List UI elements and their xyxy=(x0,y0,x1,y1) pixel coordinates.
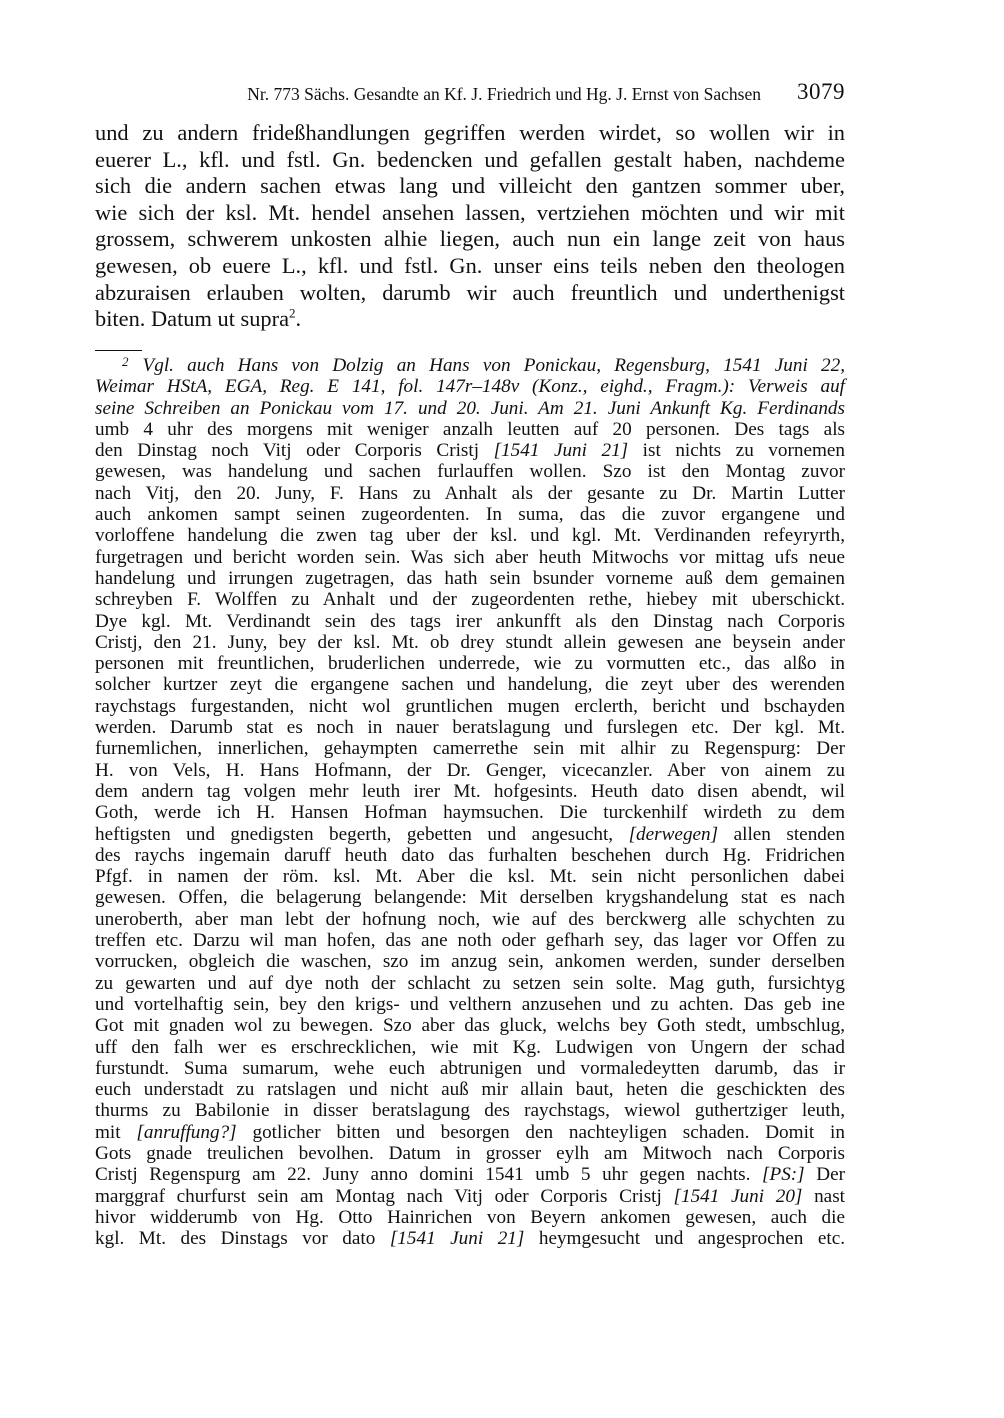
footnote-line: furnemlichen, innerlichen, gehaympten camerrethe sein mit alhir zu Regenspurg: Der xyxy=(95,738,845,760)
footnote-line: umb 4 uhr des morgens mit weniger anzalh leutten auf 20 personen. Des tags als xyxy=(95,418,845,440)
footnote-line: nach Vitj, den 20. Juny, F. Hans zu Anhalt als der gesante zu Dr. Martin Lutter xyxy=(95,482,845,504)
footnote-line: auch ankomen sampt seinen zugeordenten. In suma, das die zuvor ergangene und xyxy=(95,504,845,526)
footnote-text: den Dinstag noch Vitj oder Corporis Cristj xyxy=(95,440,494,462)
footnote-line xyxy=(95,824,845,845)
footnote-line xyxy=(95,355,845,376)
footnote-text: gotlicher bitten und besorgen den nachteyligen schaden. Domit in xyxy=(236,1121,845,1143)
running-header xyxy=(95,81,845,107)
footnote-text: ist nichts zu vornemen xyxy=(628,440,846,462)
footnote-line: Weimar HStA, EGA, Reg. E 141, fol. 147r–148v (Konz., eighd., Fragm.): Verweis auf xyxy=(95,376,845,398)
footnote-editorial-date: [1541 Juni 20] xyxy=(673,1185,803,1207)
text-line: abzuraisen erlauben wolten, darumb wir auch freuntlich und underthenigst xyxy=(95,279,845,305)
footnote-line: des raychs ingemain daruff heuth dato das furhalten beschehen durch Hg. Fridrichen xyxy=(95,844,845,866)
footnote-line: Pfgf. in namen der röm. ksl. Mt. Aber die ksl. Mt. sein nicht personlichen dabei xyxy=(95,866,845,888)
footnote-text: Cristj Regenspurg am 22. Juny anno domini 1541 umb 5 uhr gegen nachts. xyxy=(95,1164,763,1186)
footnote-editorial-date: [1541 Juni 21] xyxy=(493,440,629,462)
footnote-line: Dye kgl. Mt. Verdinandt sein des tags irer ankunfft als den Dinstag nach Corporis xyxy=(95,610,845,632)
footnote-line: vorloffene handelung die zwen tag uber der ksl. und kgl. Mt. Verdinanden refeyryrth, xyxy=(95,525,845,547)
footnote-line: uneroberth, aber man lebt der hofnung noch, wie auf des berckwerg alle schychten zu xyxy=(95,908,845,930)
footnote-text: nast xyxy=(802,1185,845,1207)
text-line: grossem, schwerem unkosten alhie liegen, auch nun ein lange zeit von haus xyxy=(95,226,845,252)
text-line-content: biten. Datum ut supra xyxy=(95,306,290,332)
text-line: gewesen, ob euere L., kfl. und fstl. Gn. unser eins teils neben den theologen xyxy=(95,252,845,278)
footnote-number: 2 xyxy=(122,354,129,369)
footnote-line: furgetragen und bericht worden sein. Was sich aber heuth Mitwochs vor mittag ufs neue xyxy=(95,546,845,568)
text-line-last xyxy=(95,306,845,333)
footnote-line: personen mit freuntlichen, bruderlichen underrede, wie zu vormutten etc., das alßo in xyxy=(95,653,845,675)
footnote-text: heymgesucht und angesprochen etc. xyxy=(524,1228,846,1250)
footnote-text: heftigsten und gnedigsten begerth, gebetten und angesucht, xyxy=(95,823,629,845)
footnote-line: dem andern tag volgen mehr leuth irer Mt. hofgesints. Heuth dato disen abendt, wil xyxy=(95,780,845,802)
footnote-line: und vortelhaftig sein, bey den krigs- und velthern anzusehen und zu achten. Das geb ine xyxy=(95,993,845,1015)
text-line: euerer L., kfl. und fstl. Gn. bedencken und gefallen gestalt haben, nachdeme xyxy=(95,146,845,172)
footnote-line: vorrucken, obgleich die waschen, szo im anzug sein, ankomen werden, sunder derselben xyxy=(95,951,845,973)
footnote-text: allen stenden xyxy=(718,823,845,845)
closing-punctuation: . xyxy=(295,306,302,332)
text-line: sich die andern sachen etwas lang und villeicht den gantzen sommer uber, xyxy=(95,173,845,199)
footnote-line xyxy=(95,440,845,461)
footnote-line: handelung und irrungen zugetragen, das hath sein bsunder vorneme auß dem gemainen xyxy=(95,567,845,589)
footnote-line: werden. Darumb stat es noch in nauer beratslagung und furslegen etc. Der kgl. Mt. xyxy=(95,717,845,739)
footnote-editorial-date: [1541 Juni 21] xyxy=(389,1228,525,1250)
footnote-line: Gots gnade treulichen bevolhen. Datum in grosser eylh am Mitwoch nach Corporis xyxy=(95,1142,845,1164)
footnote-line: uff den falh wer es erschrecklichen, wie mit Kg. Ludwigen von Ungern der schad xyxy=(95,1036,845,1058)
footnote-editorial-insert: [anruffung?] xyxy=(136,1121,237,1143)
footnote-line: thurms zu Babilonie in disser beratslagung des raychstags, wiewol guthertziger leuth, xyxy=(95,1100,845,1122)
footnote-line: solcher kurtzer zeyt die ergangene sachen und handelung, die zeyt uber des werenden xyxy=(95,674,845,696)
footnote-line: euch understadt zu ratslagen und nicht auß mir allain baut, heten die geschickten des xyxy=(95,1079,845,1101)
footnote-line: schreyben F. Wolffen zu Anhalt und der zugeordenten rethe, hiebey mit uberschickt. xyxy=(95,589,845,611)
main-text-block xyxy=(95,120,845,333)
footnote-line: H. von Vels, H. Hans Hofmann, der Dr. Genger, vicecanzler. Aber von ainem zu xyxy=(95,759,845,781)
page-number: 3079 xyxy=(797,79,845,104)
footnote-line: seine Schreiben an Ponickau vom 17. und 20. Juni. Am 21. Juni Ankunft Kg. Ferdinands xyxy=(95,397,845,419)
text-line: wie sich der ksl. Mt. hendel ansehen lassen, vertziehen möchten und wir mit xyxy=(95,199,845,225)
footnote-line: Cristj, den 21. Juny, bey der ksl. Mt. ob drey stundt allein gewesen ane beysein ander xyxy=(95,631,845,653)
footnote-text: kgl. Mt. des Dinstags vor dato xyxy=(95,1228,390,1250)
footnote-line: treffen etc. Darzu wil man hofen, das ane noth oder gefharh sey, das lager vor Offen zu xyxy=(95,930,845,952)
footnote-divider xyxy=(95,350,142,351)
footnote-line xyxy=(95,1164,845,1185)
footnote-editorial-insert: [PS:] xyxy=(762,1164,805,1186)
footnote-line: Goth, werde ich H. Hansen Hofman haymsuchen. Die turckenhilf wirdeth zu dem xyxy=(95,802,845,824)
footnote-line: gewesen, was handelung und sachen furlauffen wollen. Szo ist den Montag zuvor xyxy=(95,461,845,483)
footnote-line xyxy=(95,1228,845,1249)
footnote-line xyxy=(95,1186,845,1207)
footnote-line xyxy=(95,1122,845,1143)
footnote-line: gewesen. Offen, die belagerung belangende: Mit derselben krygshandelung stat es nach xyxy=(95,887,845,909)
text-line: und zu andern frideßhandlungen gegriffen werden wirdet, so wollen wir in xyxy=(95,120,845,145)
footnote-text: marggraf churfurst sein am Montag nach Vitj oder Corporis Cristj xyxy=(95,1185,674,1207)
footnote-line: hivor widderumb von Hg. Otto Hainrichen von Beyern ankomen gewesen, auch die xyxy=(95,1206,845,1228)
footnote-text: Der xyxy=(804,1164,845,1186)
footnote-line: Got mit gnaden wol zu bewegen. Szo aber das gluck, welchs bey Goth stedt, umbschlug, xyxy=(95,1015,845,1037)
footnote-line: raychstags furgestanden, nicht wol gruntlichen mugen erclerth, bericht und bschayden xyxy=(95,695,845,717)
footnote-text: mit xyxy=(95,1121,137,1143)
footnote-line: zu gewarten und auf dye noth der schlacht zu setzen sein solte. Mag guth, fursichtyg xyxy=(95,972,845,994)
footnote-line: furstundt. Suma sumarum, wehe euch abtrunigen und vormaledeytten darumb, das ir xyxy=(95,1057,845,1079)
footnote-editorial-insert: [derwegen] xyxy=(628,823,719,845)
footnote-block xyxy=(95,355,845,1249)
footnote-line-text: Vgl. auch Hans von Dolzig an Hans von Ponickau, Regensburg, 1541 Juni 22, xyxy=(142,355,845,376)
running-title: Nr. 773 Sächs. Gesandte an Kf. J. Friedrich und Hg. J. Ernst von Sachsen xyxy=(247,84,761,104)
footnote-reference[interactable]: 2 xyxy=(289,305,296,321)
